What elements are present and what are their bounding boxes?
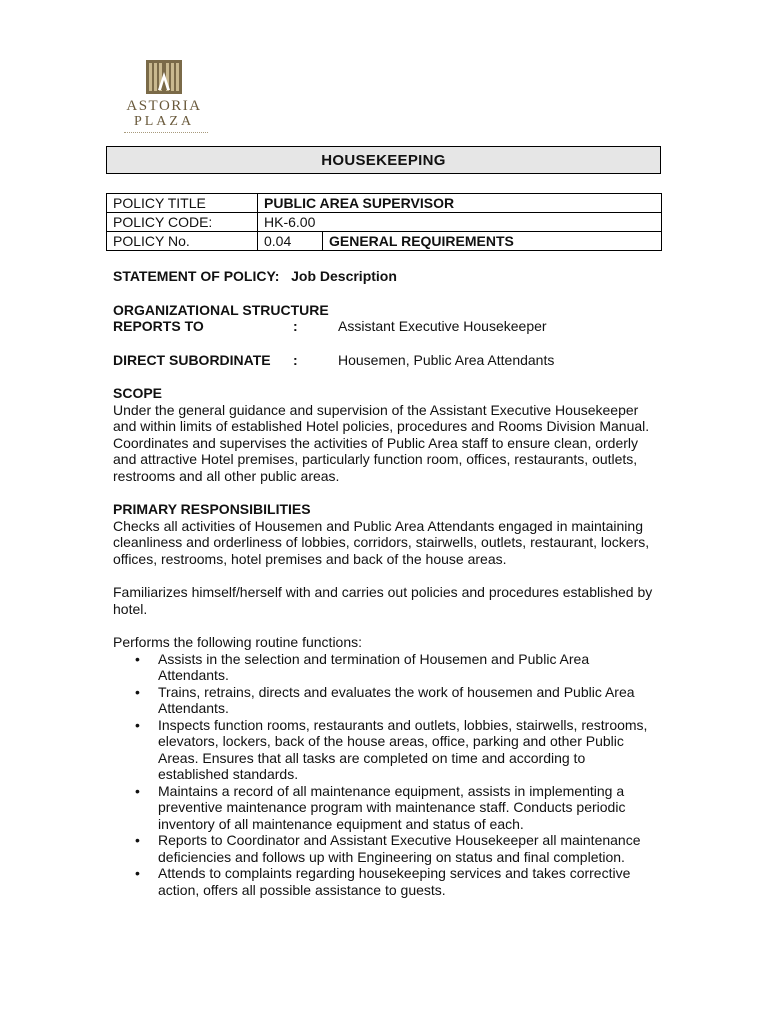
document-title: HOUSEKEEPING	[106, 146, 661, 174]
statement-value: Job Description	[291, 268, 397, 284]
direct-subordinate-value: Housemen, Public Area Attendants	[338, 351, 555, 368]
org-structure-heading: ORGANIZATIONAL STRUCTURE	[113, 301, 329, 318]
policy-title-value: PUBLIC AREA SUPERVISOR	[258, 194, 662, 213]
list-item: • Trains, retrains, directs and evaluates the work of housemen and Public Area Attendants.	[113, 684, 653, 717]
list-item: • Inspects function rooms, restaurants and outlets, lobbies, stairwells, restrooms, elevators, lockers, back of the house areas, office, parking and other Public Areas. Ensures that all tasks are completed on time and according to established standards.	[113, 717, 653, 783]
list-item: • Reports to Coordinator and Assistant Executive Housekeeper all maintenance deficiencies and follows up with Engineering on status and final completion.	[113, 832, 653, 865]
reports-to-value: Assistant Executive Housekeeper	[338, 318, 547, 334]
company-logo	[118, 60, 218, 138]
logo-tagline-rule	[124, 132, 208, 134]
scope-heading: SCOPE	[113, 385, 163, 401]
statement-label: STATEMENT OF POLICY:	[113, 268, 280, 284]
policy-no-value: 0.04	[258, 232, 323, 251]
direct-subordinate-colon: :	[293, 351, 298, 368]
policy-code-label: POLICY CODE:	[107, 213, 258, 232]
direct-subordinate-label: DIRECT SUBORDINATE	[113, 351, 271, 368]
astoria-logo-icon	[146, 60, 182, 94]
list-item: • Attends to complaints regarding housekeeping services and takes corrective action, offers all possible assistance to guests.	[113, 865, 653, 898]
list-item: • Assists in the selection and termination of Housemen and Public Area Attendants.	[113, 651, 653, 684]
routine-functions-list	[113, 651, 653, 899]
reports-to-row	[113, 318, 653, 335]
table-row	[107, 232, 662, 251]
table-row	[107, 213, 662, 232]
scope-text: Under the general guidance and supervision of the Assistant Executive Housekeeper and within limits of established Hotel policies, procedures and Rooms Division Manual. Coordinates and supervises the activities of Public Area staff to ensure clean, orderly and attractive Hotel premises, particularly function room, offices, restaurants, outlets, restrooms and all other public areas.	[113, 401, 650, 484]
responsibilities-paragraph-1: Checks all activities of Housemen and Public Area Attendants engaged in maintaining cleanliness and orderliness of lobbies, corridors, stairwells, outlets, restaurant, lockers, offices, restrooms, hotel premises and back of the house areas.	[113, 517, 650, 567]
table-row	[107, 194, 662, 213]
policy-section: GENERAL REQUIREMENTS	[323, 232, 662, 251]
policy-no-label: POLICY No.	[107, 232, 258, 251]
reports-to-label: REPORTS TO	[113, 318, 204, 334]
direct-subordinate-row	[113, 352, 653, 369]
reports-to-colon: :	[293, 318, 298, 334]
policy-code-value: HK-6.00	[258, 213, 662, 232]
policy-table	[106, 193, 662, 251]
document-body	[113, 268, 653, 898]
primary-responsibilities-heading: PRIMARY RESPONSIBILITIES	[113, 501, 311, 517]
logo-line-1: ASTORIA	[126, 98, 202, 114]
statement-of-policy	[113, 268, 653, 285]
responsibilities-paragraph-2: Familiarizes himself/herself with and carries out policies and procedures established by hotel.	[113, 584, 653, 617]
routine-functions-intro: Performs the following routine functions:	[113, 634, 363, 650]
list-item: • Maintains a record of all maintenance equipment, assists in implementing a preventive maintenance program with maintenance staff. Conducts periodic inventory of all maintenance equipment and status of each.	[113, 783, 653, 833]
logo-line-2: PLAZA	[133, 114, 195, 129]
policy-title-label: POLICY TITLE	[107, 194, 258, 213]
